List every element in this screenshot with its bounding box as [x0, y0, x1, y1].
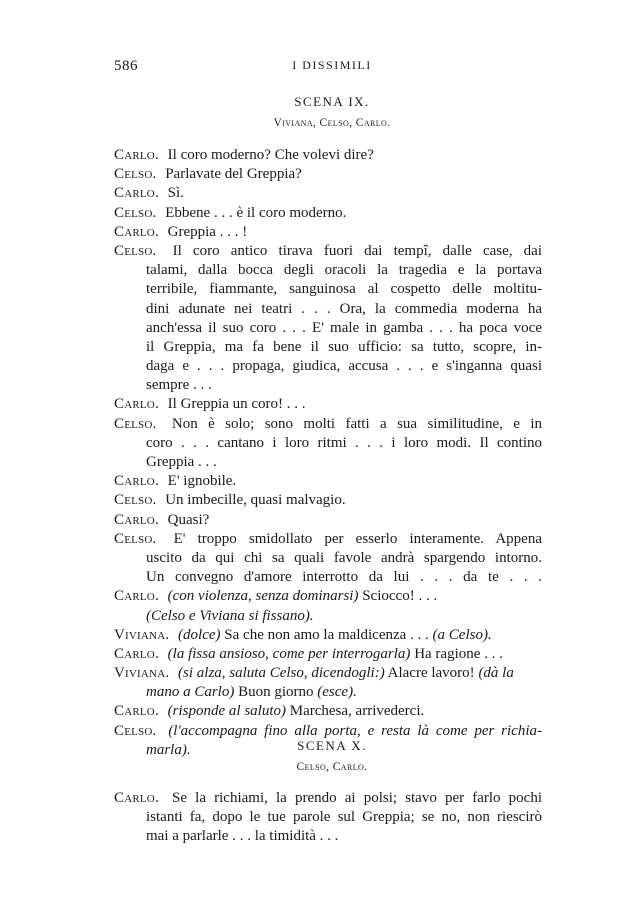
speaker-name: Viviana. — [114, 665, 170, 682]
dialogue-line — [114, 165, 542, 184]
stage-direction: (Celso e Viviana si fissano). — [146, 607, 314, 624]
dialogue-line — [114, 395, 542, 414]
page-number: 586 — [114, 58, 138, 74]
dialogue-continuation — [114, 808, 542, 827]
stage-direction: (dolce) — [178, 626, 221, 643]
stage-direction: (la fissa ansioso, come per interrogarla) — [167, 645, 411, 662]
stage-direction: (dà la — [478, 665, 514, 682]
dialogue-text: Marchesa, arrivederci. — [289, 703, 425, 720]
dialogue-text: Sì. — [167, 185, 184, 202]
dialogue-text: mai a parlarle . . . la timidità . . . — [146, 828, 339, 845]
dialogue-line — [114, 491, 542, 510]
speaker-name: Carlo. — [114, 473, 159, 490]
dialogue-text: Buon giorno — [238, 684, 314, 701]
dialogue-text: istanti fa, dopo le tue parole sul Greppia; se no, non riescirò — [146, 809, 542, 826]
dialogue-text: Ha ragione . . . — [414, 645, 503, 662]
running-head: I DISSIMILI — [292, 58, 372, 72]
stage-direction: (esce). — [317, 684, 357, 701]
dialogue-line — [114, 645, 542, 664]
dialogue-line — [114, 587, 542, 606]
speaker-name: Celso. — [114, 415, 157, 432]
dialogue-text: Ebbene . . . è il coro moderno. — [165, 204, 347, 221]
dialogue-text: Non è solo; sono molti fatti a sua similitudine, e in — [171, 415, 542, 432]
dialogue-continuation — [114, 319, 542, 338]
dialogue-line — [114, 511, 542, 530]
scene-10-characters: Celso, Carlo. — [296, 761, 368, 773]
dialogue-text: Sa che non amo la maldicenza . . . — [224, 626, 429, 643]
dialogue-continuation — [114, 300, 542, 319]
scene-9-dialogue — [114, 146, 542, 760]
dialogue-continuation — [114, 827, 542, 846]
dialogue-continuation — [114, 549, 542, 568]
dialogue-text: Il Greppia un coro! . . . — [167, 396, 306, 413]
dialogue-text: Se la richiami, la prendo ai polsi; stavo per farlo pochi — [172, 790, 543, 806]
speaker-name: Carlo. — [114, 185, 159, 202]
dialogue-text: Greppia . . . — [146, 454, 217, 470]
dialogue-continuation — [114, 376, 542, 395]
dialogue-line — [114, 242, 542, 261]
dialogue-line — [114, 789, 542, 808]
speaker-name: Celso. — [114, 722, 157, 739]
dialogue-text: Un convegno d'amore interrotto da lui . . . da te . . . — [146, 569, 542, 586]
dialogue-line — [114, 664, 542, 683]
dialogue-line — [114, 626, 542, 645]
speaker-name: Viviana. — [114, 626, 170, 643]
speaker-name: Carlo. — [114, 396, 159, 413]
dialogue-line — [114, 702, 542, 721]
scene-9-characters: Viviana, Celso, Carlo. — [273, 117, 391, 129]
scene-10-title: SCENA X. — [297, 738, 367, 753]
dialogue-text: Un imbecille, quasi malvagio. — [165, 492, 346, 509]
speaker-name: Celso. — [114, 204, 157, 221]
dialogue-text: Alacre lavoro! — [387, 665, 475, 682]
dialogue-text: terribile, fiammante, sanguinosa al cospetto delle moltitu- — [146, 281, 542, 298]
dialogue-text: anch'essa il suo coro . . . E' male in gamba . . . ha poca voce — [146, 319, 542, 336]
stage-direction: (l'accompagna fino alla porta, e resta là come per richia- — [168, 722, 543, 739]
dialogue-line — [114, 223, 542, 242]
dialogue-line — [114, 472, 542, 491]
speaker-name: Carlo. — [114, 223, 159, 240]
dialogue-line — [114, 184, 542, 203]
dialogue-text: daga e . . . propaga, giudica, accusa . . . e s'inganna quasi — [146, 358, 542, 375]
stage-direction: (con violenza, senza dominarsi) — [167, 588, 359, 605]
dialogue-continuation — [114, 453, 542, 472]
stage-direction: marla). — [146, 741, 191, 758]
dialogue-text: E' ignobile. — [167, 473, 237, 490]
dialogue-continuation — [114, 568, 542, 587]
dialogue-text: uscito da qui chi sa quali favole andrà spargendo intorno. — [146, 549, 542, 566]
dialogue-continuation — [114, 280, 542, 299]
speaker-name: Celso. — [114, 492, 157, 509]
speaker-name: Celso. — [114, 530, 157, 547]
stage-direction: mano a Carlo) — [146, 684, 235, 701]
dialogue-line — [114, 415, 542, 434]
dialogue-text: coro . . . cantano i loro ritmi . . . i loro modi. Il contino — [146, 434, 542, 451]
dialogue-text: il Greppia, ma fa bene il suo ufficio: sa tutto, scopre, in- — [146, 338, 542, 355]
dialogue-continuation — [114, 434, 542, 453]
dialogue-continuation — [114, 261, 542, 280]
scene-10-dialogue — [114, 789, 542, 847]
dialogue-line — [114, 204, 542, 223]
stage-direction: (risponde al saluto) — [167, 703, 286, 720]
dialogue-text: sempre . . . — [146, 377, 212, 394]
speaker-name: Carlo. — [114, 511, 159, 528]
dialogue-continuation — [114, 357, 542, 376]
dialogue-line — [114, 146, 542, 165]
stage-direction: (a Celso). — [432, 626, 492, 643]
speaker-name: Carlo. — [114, 645, 159, 662]
dialogue-continuation — [114, 338, 542, 357]
speaker-name: Carlo. — [114, 147, 159, 163]
speaker-name: Carlo. — [114, 588, 159, 605]
dialogue-text: Sciocco! . . . — [362, 588, 438, 605]
dialogue-text: dini adunate nei teatri . . . Ora, la commedia moderna ha — [146, 300, 542, 317]
speaker-name: Carlo. — [114, 703, 159, 720]
dialogue-line — [114, 530, 542, 549]
speaker-name: Celso. — [114, 242, 157, 259]
dialogue-text: Quasi? — [167, 511, 210, 528]
dialogue-text: Greppia . . . ! — [167, 223, 248, 240]
scene-9-title: SCENA IX. — [294, 94, 370, 109]
dialogue-text: E' troppo smidollato per esserlo interamente. Appena — [173, 530, 542, 547]
speaker-name: Carlo. — [114, 790, 159, 806]
dialogue-text: Il coro antico tirava fuori dai tempî, dalle case, dai — [172, 242, 543, 259]
dialogue-continuation — [114, 607, 542, 626]
dialogue-text: Parlavate del Greppia? — [165, 166, 302, 183]
dialogue-continuation — [114, 683, 542, 702]
dialogue-text: talami, dalla bocca degli oracoli la tragedia e la portava — [146, 262, 542, 279]
speaker-name: Celso. — [114, 166, 157, 183]
dialogue-text: Il coro moderno? Che volevi dire? — [167, 147, 374, 163]
stage-direction: (si alza, saluta Celso, dicendogli:) — [178, 665, 385, 682]
